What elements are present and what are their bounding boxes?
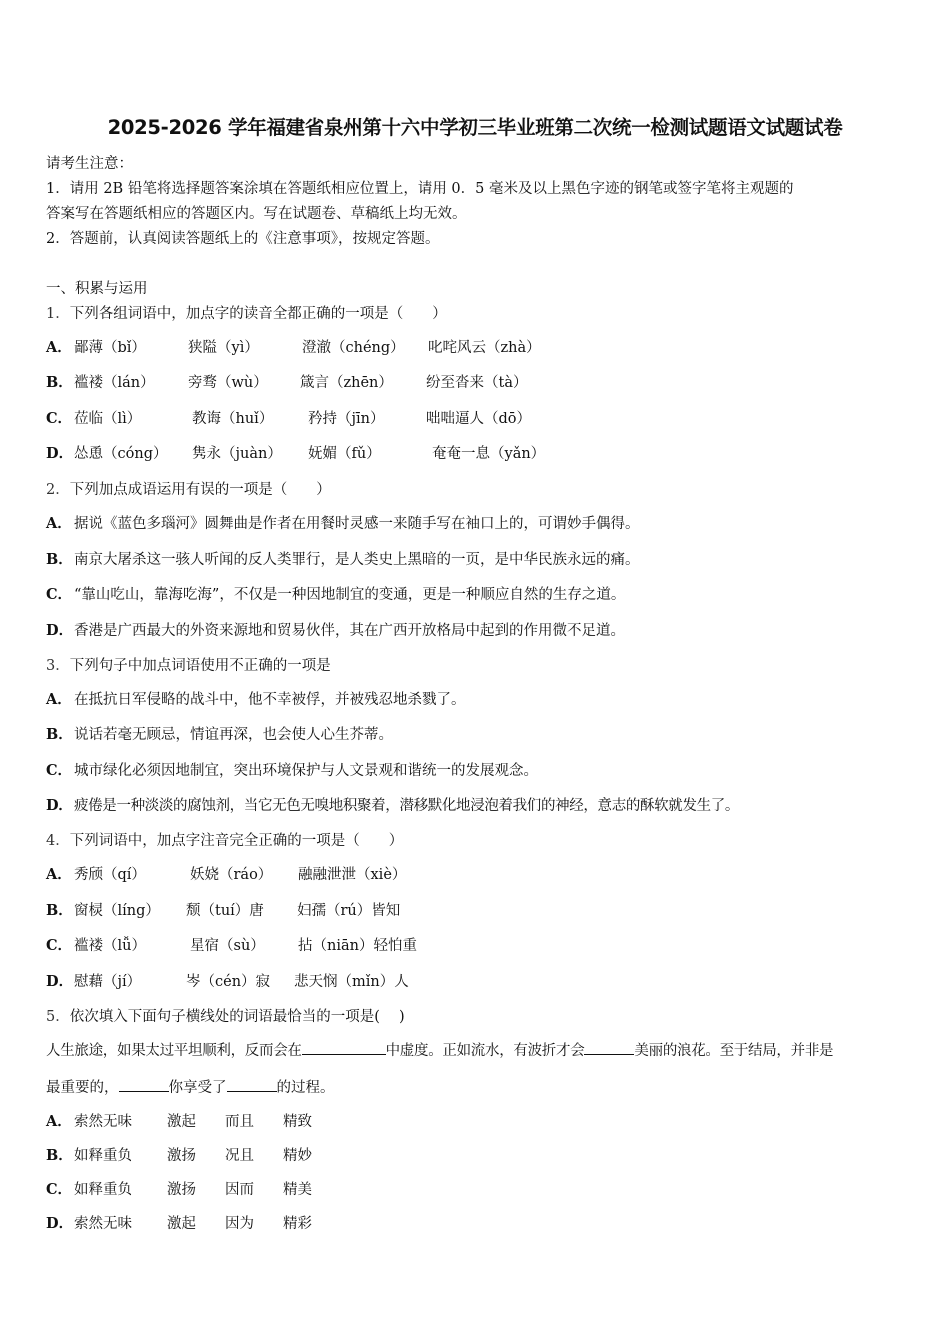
question-text: 下列各组词语中，加点字的读音全都正确的一项是（ ） <box>69 306 447 322</box>
option-item: 窗棂（líng） <box>74 903 160 919</box>
option-item: 隽永（juàn） <box>192 446 282 462</box>
q1-option-c[interactable] <box>46 407 531 428</box>
q2-option-d[interactable] <box>46 619 625 640</box>
option-label: C． <box>46 586 73 603</box>
question-text: 下列句子中加点词语使用不正确的一项是 <box>69 658 331 674</box>
q4-option-b[interactable] <box>46 899 400 920</box>
option-label: B． <box>46 1147 73 1164</box>
q1-option-a[interactable] <box>46 336 541 357</box>
option-label: A． <box>46 1113 72 1130</box>
passage-text: 你享受了 <box>168 1080 227 1096</box>
option-label: C． <box>46 1181 73 1198</box>
q4-option-d[interactable] <box>46 970 409 991</box>
notice-line-1b: 答案写在答题纸相应的答题区内。写在试题卷、草稿纸上均无效。 <box>46 206 467 222</box>
option-label: A． <box>46 515 72 532</box>
option-item: 莅临（lì） <box>74 411 142 427</box>
option-text: 香港是广西最大的外资来源地和贸易伙伴，其在广西开放格局中起到的作用微不足道。 <box>74 623 625 639</box>
option-item: 箴言（zhēn） <box>300 375 393 391</box>
option-item: 而且 <box>225 1114 254 1130</box>
question-text: 依次填入下面句子横线处的词语最恰当的一项是( ) <box>69 1009 405 1025</box>
option-label: D． <box>46 1215 74 1232</box>
option-label: C． <box>46 937 73 954</box>
option-label: A． <box>46 339 72 356</box>
q4-option-c[interactable] <box>46 934 417 955</box>
question-1-stem <box>46 302 447 323</box>
option-item: 融融泄泄（xiè） <box>298 867 407 883</box>
exam-title: 2025-2026 学年福建省泉州第十六中学初三毕业班第二次统一检测试题语文试题试卷 <box>107 116 843 139</box>
q5-passage-line-2 <box>46 1076 335 1097</box>
q2-option-a[interactable] <box>46 512 640 533</box>
option-item: 激起 <box>167 1216 196 1232</box>
question-number: 3． <box>46 658 70 674</box>
option-item: 况且 <box>225 1148 254 1164</box>
q4-option-a[interactable] <box>46 863 406 884</box>
option-item: 怂恿（cóng） <box>74 446 168 462</box>
option-item: 秀颀（qí） <box>74 867 146 883</box>
option-label: D． <box>46 445 74 462</box>
option-label: D． <box>46 797 73 814</box>
q1-option-b[interactable] <box>46 371 527 392</box>
option-item: 妖娆（ráo） <box>190 867 273 883</box>
fill-blank[interactable] <box>584 1040 634 1055</box>
option-label: D． <box>46 973 74 990</box>
q5-option-d[interactable] <box>46 1212 312 1233</box>
question-number: 5． <box>46 1009 70 1025</box>
q5-option-b[interactable] <box>46 1144 312 1165</box>
option-item: 精致 <box>283 1114 312 1130</box>
option-item: 奄奄一息（yǎn） <box>432 446 546 462</box>
q5-option-c[interactable] <box>46 1178 312 1199</box>
option-item: 狭隘（yì） <box>188 340 259 356</box>
option-item: 索然无味 <box>74 1114 132 1130</box>
option-item: 旁骛（wù） <box>188 375 268 391</box>
option-item: 索然无味 <box>74 1216 132 1232</box>
notice-line-1a: 1．请用 2B 铅笔将选择题答案涂填在答题纸相应位置上，请用 0．5 毫米及以上黑色字迹的钢笔或签字笔将主观题的 <box>46 181 794 197</box>
option-text: “靠山吃山，靠海吃海”，不仅是一种因地制宜的变通，更是一种顺应自然的生存之道。 <box>74 587 626 603</box>
option-label: B． <box>46 726 73 743</box>
option-item: 矜持（jīn） <box>308 411 385 427</box>
q2-option-c[interactable] <box>46 583 625 604</box>
option-item: 岑（cén）寂 <box>186 974 271 990</box>
passage-text: 中虚度。正如流水，有波折才会 <box>385 1043 585 1059</box>
q3-option-a[interactable] <box>46 688 466 709</box>
option-text: 疲倦是一种淡淡的腐蚀剂，当它无色无嗅地积聚着，潜移默化地浸泡着我们的神经，意志的酥软就发生了。 <box>74 798 740 814</box>
q3-option-d[interactable] <box>46 794 739 815</box>
passage-text: 最重要的， <box>46 1080 119 1096</box>
option-item: 星宿（sù） <box>190 938 265 954</box>
q3-option-b[interactable] <box>46 723 393 744</box>
option-item: 激起 <box>167 1114 196 1130</box>
option-label: C． <box>46 410 73 427</box>
fill-blank[interactable] <box>227 1077 277 1092</box>
question-4-stem <box>46 829 403 850</box>
option-text: 据说《蓝色多瑙河》圆舞曲是作者在用餐时灵感一来随手写在袖口上的，可谓妙手偶得。 <box>74 516 640 532</box>
option-item: 教诲（huǐ） <box>192 411 274 427</box>
option-label: A． <box>46 691 72 708</box>
option-item: 精妙 <box>283 1148 312 1164</box>
option-item: 褴褛（lǚ） <box>74 938 146 954</box>
option-item: 因为 <box>225 1216 254 1232</box>
option-item: 纷至沓来（tà） <box>426 375 528 391</box>
option-item: 激扬 <box>167 1148 196 1164</box>
q1-option-d[interactable] <box>46 442 545 463</box>
passage-text: 美丽的浪花。至于结局，并非是 <box>634 1043 834 1059</box>
option-item: 咄咄逼人（dō） <box>426 411 532 427</box>
question-text: 下列词语中，加点字注音完全正确的一项是（ ） <box>69 833 404 849</box>
option-item: 因而 <box>225 1182 254 1198</box>
question-3-stem <box>46 654 331 675</box>
option-item: 褴褛（lán） <box>74 375 155 391</box>
fill-blank[interactable] <box>119 1077 169 1092</box>
option-label: B． <box>46 902 73 919</box>
option-item: 妩媚（fǔ） <box>308 446 381 462</box>
q3-option-c[interactable] <box>46 759 538 780</box>
notice-line-2: 2．答题前，认真阅读答题纸上的《注意事项》，按规定答题。 <box>46 231 440 247</box>
question-5-stem <box>46 1005 405 1026</box>
option-item: 妇孺（rú）皆知 <box>297 903 401 919</box>
fill-blank[interactable] <box>302 1040 386 1055</box>
option-item: 激扬 <box>167 1182 196 1198</box>
question-number: 4． <box>46 833 70 849</box>
q5-passage-line-1 <box>46 1039 833 1060</box>
option-item: 精美 <box>283 1182 312 1198</box>
section-heading: 一、积累与运用 <box>46 281 148 297</box>
question-2-stem <box>46 478 331 499</box>
option-item: 悲天悯（mǐn）人 <box>294 974 409 990</box>
question-number: 1． <box>46 306 70 322</box>
option-text: 说话若毫无顾忌，情谊再深，也会使人心生芥蒂。 <box>74 727 393 743</box>
option-label: B． <box>46 374 73 391</box>
option-text: 城市绿化必须因地制宜，突出环境保护与人文景观和谐统一的发展观念。 <box>74 763 538 779</box>
q2-option-b[interactable] <box>46 548 640 569</box>
option-label: C． <box>46 762 73 779</box>
option-item: 拈（niān）轻怕重 <box>298 938 417 954</box>
option-item: 精彩 <box>283 1216 312 1232</box>
passage-text: 的过程。 <box>276 1080 335 1096</box>
option-item: 叱咤风云（zhà） <box>428 340 541 356</box>
option-text: 南京大屠杀这一骇人听闻的反人类罪行，是人类史上黑暗的一页，是中华民族永远的痛。 <box>74 552 640 568</box>
option-label: D． <box>46 622 74 639</box>
option-item: 如释重负 <box>74 1148 132 1164</box>
option-item: 如释重负 <box>74 1182 132 1198</box>
option-label: B． <box>46 551 73 568</box>
question-text: 下列加点成语运用有误的一项是（ ） <box>69 482 331 498</box>
option-item: 颓（tuí）唐 <box>186 903 264 919</box>
option-item: 澄澈（chéng） <box>302 340 405 356</box>
option-label: A． <box>46 866 72 883</box>
notice-heading: 请考生注意： <box>46 156 133 172</box>
question-number: 2． <box>46 482 70 498</box>
option-item: 慰藉（jí） <box>74 974 142 990</box>
passage-text: 人生旅途，如果太过平坦顺利，反而会在 <box>46 1043 302 1059</box>
q5-option-a[interactable] <box>46 1110 312 1131</box>
option-item: 鄙薄（bǐ） <box>74 340 146 356</box>
option-text: 在抵抗日军侵略的战斗中，他不幸被俘，并被残忍地杀戮了。 <box>74 692 466 708</box>
